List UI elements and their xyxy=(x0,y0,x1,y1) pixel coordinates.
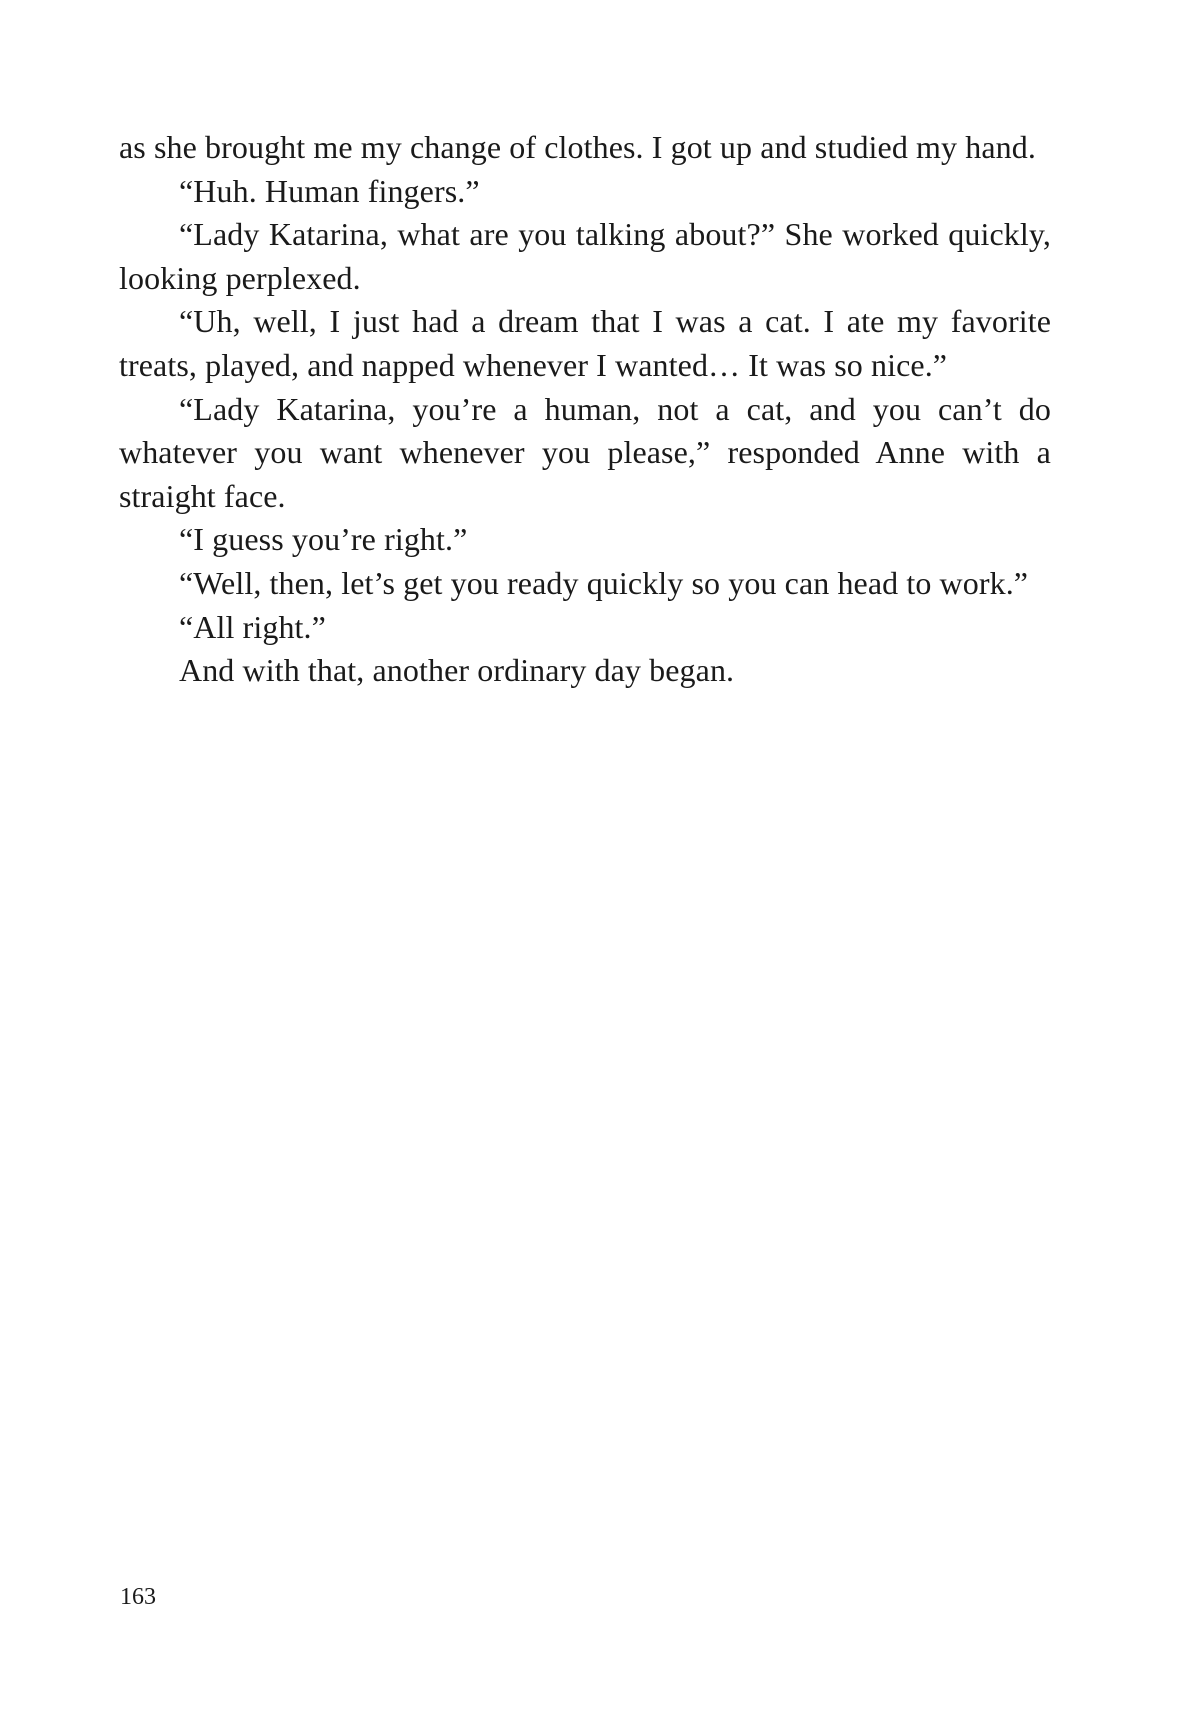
body-text xyxy=(119,126,1051,693)
paragraph-dialogue-huh: “Huh. Human fingers.” xyxy=(179,172,480,209)
paragraph-dialogue-lady-katarina-2: “Lady Katarina, you’re a human, not a cat, and you can’t do whatever you want whenever you please,” responded Anne with a straight face. xyxy=(119,390,1051,514)
paragraph-dialogue-lady-katarina-1: “Lady Katarina, what are you talking about?” She worked quickly, looking perplexed. xyxy=(119,216,1051,296)
paragraph-dialogue-guess-right: “I guess you’re right.” xyxy=(179,521,468,558)
paragraph-dialogue-well-then: “Well, then, let’s get you ready quickly so you can head to work.” xyxy=(179,564,1029,601)
paragraph-dialogue-cat-dream: “Uh, well, I just had a dream that I was a cat. I ate my favorite treats, played, and napped whenever I wanted… It was so nice.” xyxy=(119,303,1051,383)
page-number: 163 xyxy=(120,1584,156,1610)
paragraph-dialogue-all-right: “All right.” xyxy=(179,608,326,645)
paragraph-closing: And with that, another ordinary day began. xyxy=(179,652,735,689)
paragraph-continuation: as she brought me my change of clothes. I got up and studied my hand. xyxy=(119,129,1036,165)
